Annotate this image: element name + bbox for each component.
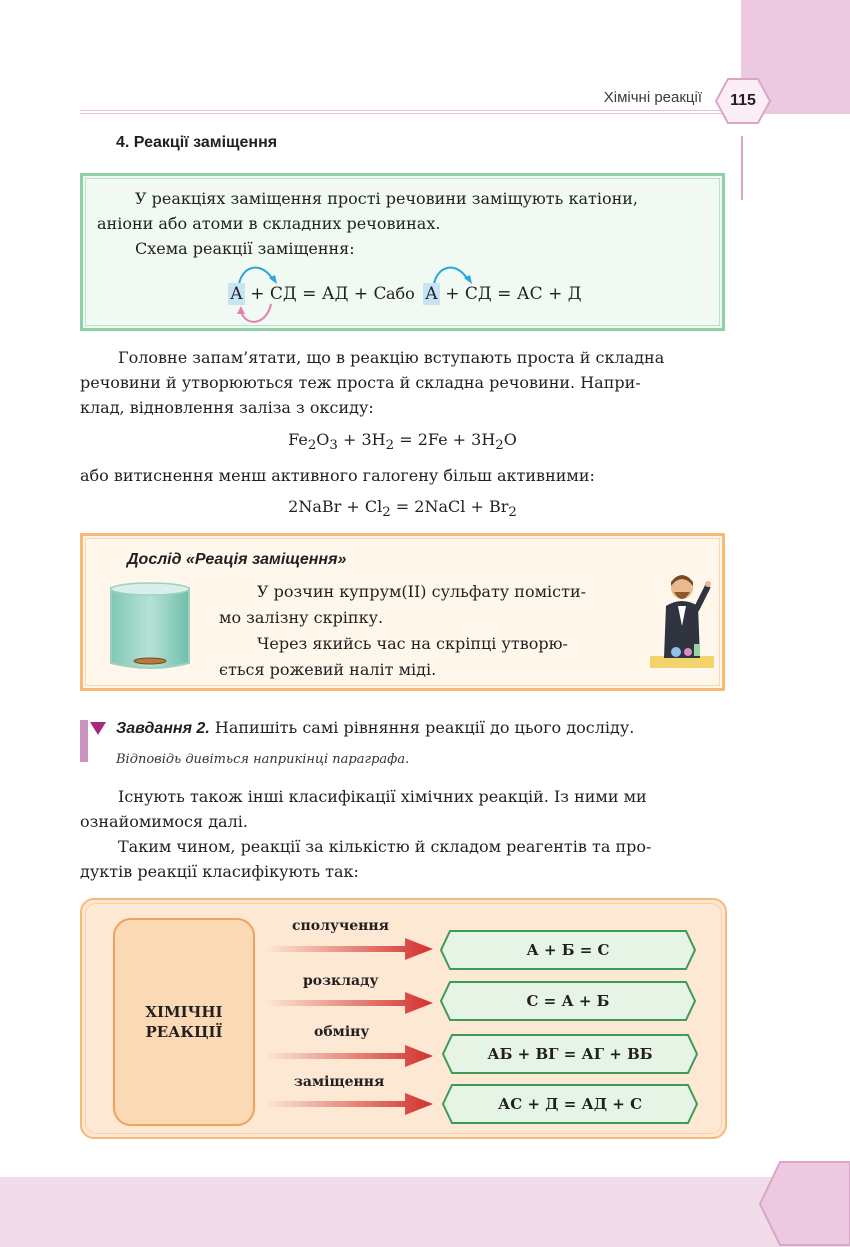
running-header: Хімічні реакції: [603, 89, 702, 106]
equation-substitution: [442, 1084, 698, 1124]
equation-combination: [440, 930, 696, 970]
definition-box: [80, 173, 725, 331]
equation-exchange: [442, 1034, 698, 1074]
scheme2-simple-substance: А: [425, 284, 438, 304]
scheme1-simple-substance: А: [230, 284, 243, 304]
experiment-line-3: Через якийсь час на скріпці утворю-: [257, 634, 568, 653]
triangle-bullet-icon: [90, 722, 106, 736]
paragraph-1-line-1: Головне запам’ятати, що в реакцію вступають проста й складна: [118, 348, 665, 367]
section-heading: 4. Реакції заміщення: [116, 134, 278, 151]
experiment-line-2: мо залізну скріпку.: [219, 608, 384, 627]
equation-decomposition: [440, 981, 696, 1021]
formula-halogen-displacement: [80, 497, 725, 520]
arrow-right-icon: [265, 1043, 435, 1069]
paragraph-4-line-2: дуктів реакції класифікують так:: [80, 862, 359, 881]
definition-line-1: У реакціях заміщення прості речовини заміщують катіони,: [135, 189, 638, 208]
paragraph-1-line-3: клад, відновлення заліза з оксиду:: [80, 398, 374, 417]
paragraph-2: або витиснення менш активного галогену більш активними:: [80, 466, 595, 485]
formula1-products: = 2Fe + 3H: [394, 430, 496, 449]
chemical-reactions-box: [113, 918, 255, 1126]
experiment-line-1: У розчин купрум(II) сульфату помісти-: [257, 582, 587, 601]
scheme2-rest: + СД = АС + Д: [445, 284, 582, 304]
scheme-1: [228, 284, 387, 304]
equation-text: АБ + ВГ = АГ + ВБ: [487, 1045, 653, 1063]
formula1-sub: 3: [329, 438, 338, 454]
arrow-right-icon: [265, 936, 435, 962]
main-label-line-2: РЕАКЦІЇ: [145, 1023, 223, 1041]
paragraph-3-line-1: Існують також інші класифікації хімічних реакцій. Із ними ми: [118, 787, 647, 806]
arrow-right-icon: [265, 1091, 435, 1117]
label-exchange: обміну: [314, 1024, 370, 1040]
page-number-badge: [714, 77, 772, 125]
formula1-sub: 2: [307, 438, 317, 454]
scientist-icon: [650, 566, 714, 670]
definition-line-2: аніони або атоми в складних речовинах.: [97, 214, 441, 233]
paragraph-3-line-2: ознайомимося далі.: [80, 812, 248, 831]
corner-hexagon-icon: [758, 1160, 850, 1247]
paragraph-1-line-2: речовини й утворюються теж проста й складна речовини. Напри-: [80, 373, 641, 392]
scheme-connector: або: [386, 284, 415, 303]
formula1-sub: 2: [385, 438, 395, 454]
experiment-title: Дослід «Реація заміщення»: [127, 551, 347, 568]
formula2-sub: 2: [508, 505, 517, 521]
formula2-sub: 2: [382, 505, 391, 521]
answer-hint: Відповідь дивіться наприкінці параграфа.: [116, 752, 410, 767]
equation-text: С = А + Б: [526, 992, 610, 1010]
scheme-title: Схема реакції заміщення:: [135, 239, 355, 258]
formula1-o-end: O: [503, 430, 517, 449]
formula-iron-reduction: [80, 430, 725, 453]
label-combination: сполучення: [292, 918, 389, 934]
scheme1-rest: + СД = АД + С: [250, 284, 387, 304]
formula2-reactants: 2NaBr + Cl: [288, 497, 383, 516]
scheme-2: [423, 284, 582, 304]
formula1-h2: + 3H: [337, 430, 386, 449]
formula1-sub: 2: [495, 438, 504, 454]
page-number: 115: [730, 92, 756, 109]
label-substitution: заміщення: [294, 1074, 385, 1090]
header-rule: [80, 110, 725, 114]
formula2-products: = 2NaCl + Br: [390, 497, 509, 516]
formula1-o: O: [316, 430, 330, 449]
task-marker-bar: [80, 720, 88, 762]
beaker-icon: [107, 581, 193, 673]
task-2: [116, 718, 634, 738]
arrow-right-icon: [265, 990, 435, 1016]
experiment-line-4: ється рожевий наліт міді.: [219, 660, 437, 679]
classification-diagram: [80, 898, 727, 1139]
formula1-fe: Fe: [288, 430, 308, 449]
main-label-line-1: ХІМІЧНІ: [145, 1003, 223, 1021]
paragraph-4-line-1: Таким чином, реакції за кількістю й складом реагентів та про-: [118, 837, 652, 856]
bottom-band: [0, 1177, 850, 1247]
task-label: Завдання 2.: [116, 720, 210, 737]
label-decomposition: розкладу: [303, 973, 379, 989]
equation-text: А + Б = С: [526, 941, 610, 959]
experiment-box: [80, 533, 725, 691]
task-text: Напишіть самі рівняння реакції до цього досліду.: [209, 718, 635, 737]
margin-line: [741, 136, 743, 200]
equation-text: АС + Д = АД + С: [497, 1095, 643, 1113]
